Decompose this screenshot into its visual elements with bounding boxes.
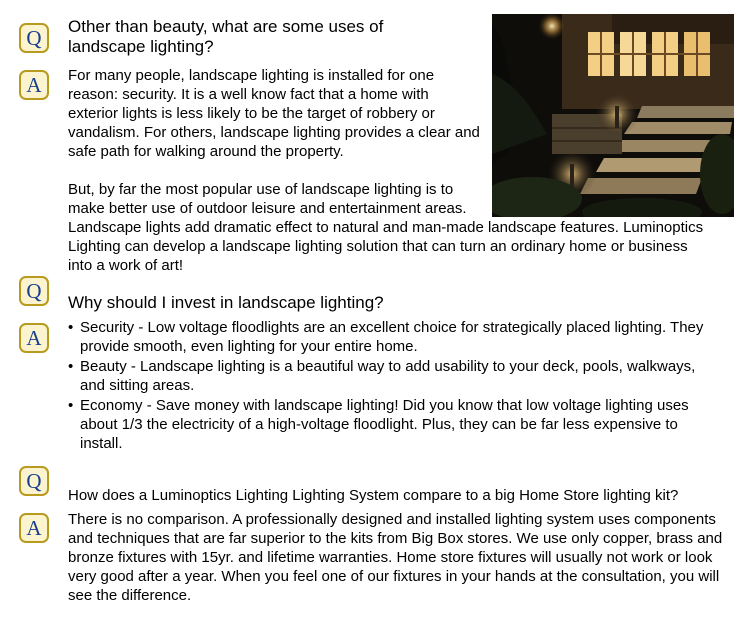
- answer-badge: [19, 513, 49, 543]
- list-item: • Beauty - Landscape lighting is a beautiful way to add usability to your deck, pools, walkways, and sitting areas.: [80, 357, 718, 395]
- question-badge-letter: Q: [26, 278, 42, 303]
- question-3: How does a Luminoptics Lighting Lighting System compare to a big Home Store lighting kit?: [68, 487, 679, 504]
- answer-badge: [19, 323, 49, 353]
- answer-badge-letter: A: [26, 72, 42, 97]
- question-badge: [19, 23, 49, 53]
- answer-1-paragraph: But, by far the most popular use of landscape lighting is to make better use of outdoor leisure and entertainment areas. Landscape lights add dramatic effect to natural and man-made landscape features. Luminoptics Lighting can develop a landscape lighting solution that can turn an ordinary home or business into a work of art!: [68, 181, 704, 274]
- list-item: • Security - Low voltage floodlights are an excellent choice for strategically placed lighting. They provide smooth, even lighting for your entire home.: [80, 318, 718, 356]
- answer-3: [68, 510, 740, 605]
- answer-1-paragraph: For many people, landscape lighting is installed for one reason: security. It is a well know fact that a home with exterior lights is less likely to be the target of robbery or vandalism. For others, landscape lighting provides a clear and safe path for walking around the property.: [68, 67, 480, 160]
- landscape-lighting-photo: [492, 14, 734, 217]
- night-garden-illustration: [492, 14, 734, 217]
- answer-badge: [19, 70, 49, 100]
- benefits-list: [68, 318, 718, 453]
- question-2: Why should I invest in landscape lighting?: [68, 293, 384, 312]
- question-badge-letter: Q: [26, 25, 42, 50]
- question-badge: [19, 276, 49, 306]
- answer-badge-letter: A: [26, 325, 42, 350]
- answer-badge-letter: A: [26, 515, 42, 540]
- question-badge: [19, 466, 49, 496]
- answer-3-paragraph: There is no comparison. A professionally designed and installed lighting system uses components and techniques that are far superior to the kits from Big Box stores. We use only copper, brass and bronze fixtures with 15yr. and lifetime warranties. Home store fixtures will usually not work or look very good after a year. When you feel one of our fixtures in your hands at the consultation, you will see the difference.: [68, 511, 723, 604]
- answer-2: [68, 318, 718, 454]
- question-badge-letter: Q: [26, 468, 42, 493]
- question-1: Other than beauty, what are some uses of landscape lighting?: [68, 17, 384, 56]
- list-item: • Economy - Save money with landscape lighting! Did you know that low voltage lighting uses about 1/3 the electricity of a high-voltage floodlight. Plus, they can be far less expensive to install.: [80, 396, 718, 453]
